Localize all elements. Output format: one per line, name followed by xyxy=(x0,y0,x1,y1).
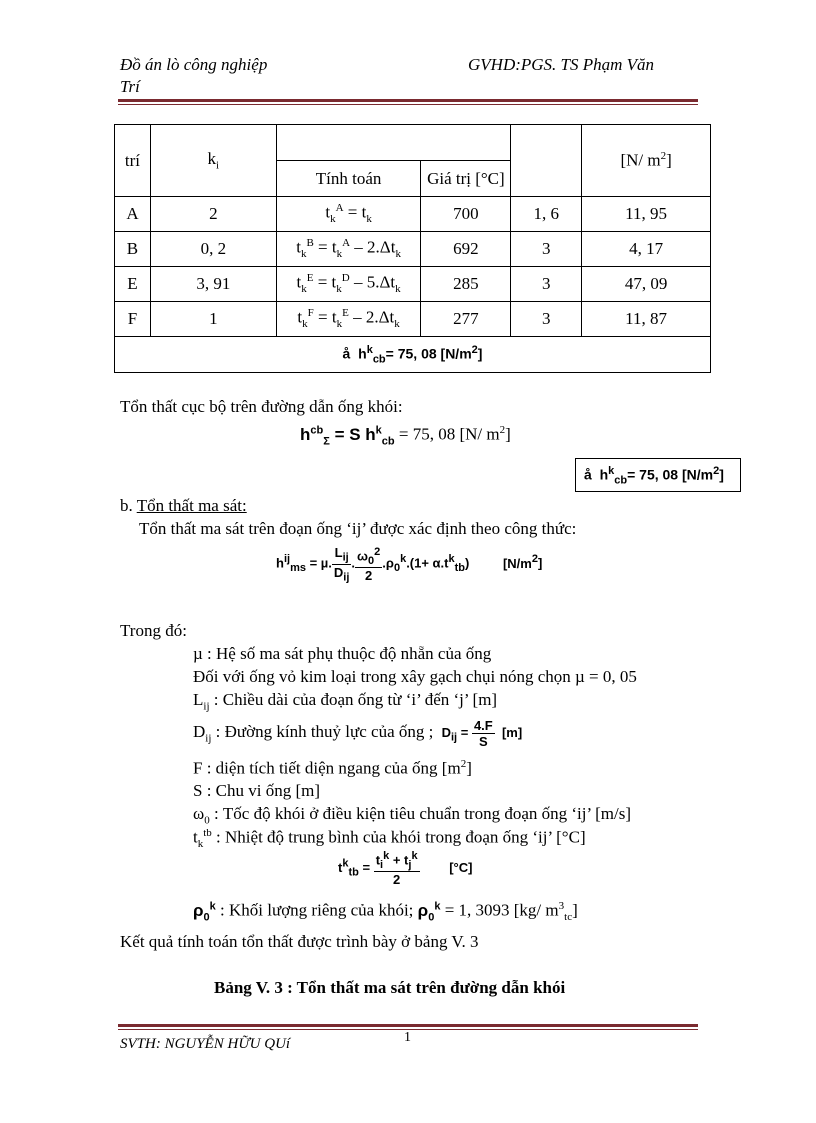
item-area: F : diện tích tiết diện ngang của ống $[m^2]$ xyxy=(193,758,472,778)
header-right: GVHD:PGS. TS Phạm Văn xyxy=(468,55,655,74)
calc-formula: $t_k^F = t_k^E - 2.\Delta t_k$ xyxy=(276,302,421,337)
friction-intro: Tổn thất ma sát trên đoạn ống ‘ij’ được xác định theo công thức: xyxy=(139,519,577,538)
mean-temp-formula: $t^k_{tb}$ = $t_i^k + t_j^k$ 2 [°C] xyxy=(338,850,473,887)
local-loss-formula: $h^{cb}_\Sigma = S$ $h^k_{cb} = 75$, 08 [N/ $m^2$] xyxy=(300,424,511,448)
item-density: $\rho_0^k$ : Khối lượng riêng của khói; $\rho_0^k = 1$, 3093 [kg/ $m^3_{tc}$] xyxy=(193,900,578,924)
col-header-calc: Tính toán xyxy=(276,161,421,197)
header-rule-thick xyxy=(118,99,698,102)
item-diameter: $D_{ij}$ : Đường kính thuỷ lực của ống ; $D_{ij}$ = $\frac{4.F}{S}$ [m] xyxy=(193,718,523,749)
item-temperature: $t_k^{tb}$ : Nhiệt độ trung bình của khói trong đoạn ống ‘ij’ [°C] xyxy=(193,827,586,851)
local-loss-table xyxy=(114,124,711,373)
table-row: A 2 $t_k^A = t_k$ 700 1, 6 11, 95 xyxy=(115,197,711,232)
friction-formula: $h^{ij}_{ms} = \mu$. $L_{ij}$ $D_{ij}$ . $\frac{\omega_0^2}{2}$ $.\rho_0^k.(1+ \alpha.t^k_{tb})$ $[N/m^2]$ xyxy=(276,545,543,584)
item-velocity: $\omega_0$ : Tốc độ khói ở điều kiện tiêu chuẩn trong đoạn ống ‘ij’ [m/s] xyxy=(193,804,632,827)
table-caption: Bảng V. 3 : Tổn thất ma sát trên đường dẫn khói xyxy=(214,978,566,997)
footer-rule-thick xyxy=(118,1024,698,1027)
item-length: $L_{ij}$ : Chiều dài của đoạn ống từ ‘i’ đến ‘j’ [m] xyxy=(193,690,498,713)
header-left-line1: Đồ án lò công nghiệp xyxy=(120,55,268,74)
calc-formula: $t_k^E = t_k^D - 5.\Delta t_k$ xyxy=(276,267,421,302)
calc-formula: $t_k^B = t_k^A - 2.\Delta t_k$ xyxy=(276,232,421,267)
page-number: 1 xyxy=(404,1030,411,1045)
result-line: Kết quả tính toán tổn thất được trình bày ở bảng V. 3 xyxy=(120,932,479,951)
table-row: B 0, 2 $t_k^B = t_k^A - 2.\Delta t_k$ 692 3 4, 17 xyxy=(115,232,711,267)
footer-author: SVTH: NGUYỄN HỮU QUí xyxy=(120,1036,291,1052)
col-header-f xyxy=(511,125,582,197)
calc-formula: $t_k^A = t_k$ xyxy=(276,197,421,232)
local-loss-sum-box: å $h^k_{cb}= 75$, 08 $[N/m^2]$ xyxy=(575,458,741,492)
header-rule-thin xyxy=(118,104,698,105)
table-row: F 1 $t_k^F = t_k^E - 2.\Delta t_k$ 277 3 11, 87 xyxy=(115,302,711,337)
header-left-line2: Trí xyxy=(120,77,140,96)
where-label: Trong đó: xyxy=(120,621,187,640)
col-header-unit: [N/ $m^2$] xyxy=(582,125,711,197)
friction-heading: b. Tổn thất ma sát: xyxy=(120,496,247,515)
col-header-temp-group xyxy=(276,125,511,161)
local-loss-intro: Tổn thất cục bộ trên đường dẫn ống khói: xyxy=(120,397,403,416)
table-row: E 3, 91 $t_k^E = t_k^D - 5.\Delta t_k$ 285 3 47, 09 xyxy=(115,267,711,302)
col-header-position: trí xyxy=(115,125,151,197)
item-mu-choice: Đối với ống vỏ kim loại trong xây gạch chụi nóng chọn µ = 0, 05 xyxy=(193,667,637,686)
item-perimeter: S : Chu vi ống [m] xyxy=(193,781,321,800)
item-mu: µ : Hệ số ma sát phụ thuộc độ nhẵn của ống xyxy=(193,644,492,663)
table-total-row: å $h^k_{cb}= 75$, 08 $[N/m^2]$ xyxy=(115,337,711,373)
col-header-value: Giá trị [°C] xyxy=(421,161,511,197)
col-header-k: $k_i$ xyxy=(150,125,276,197)
